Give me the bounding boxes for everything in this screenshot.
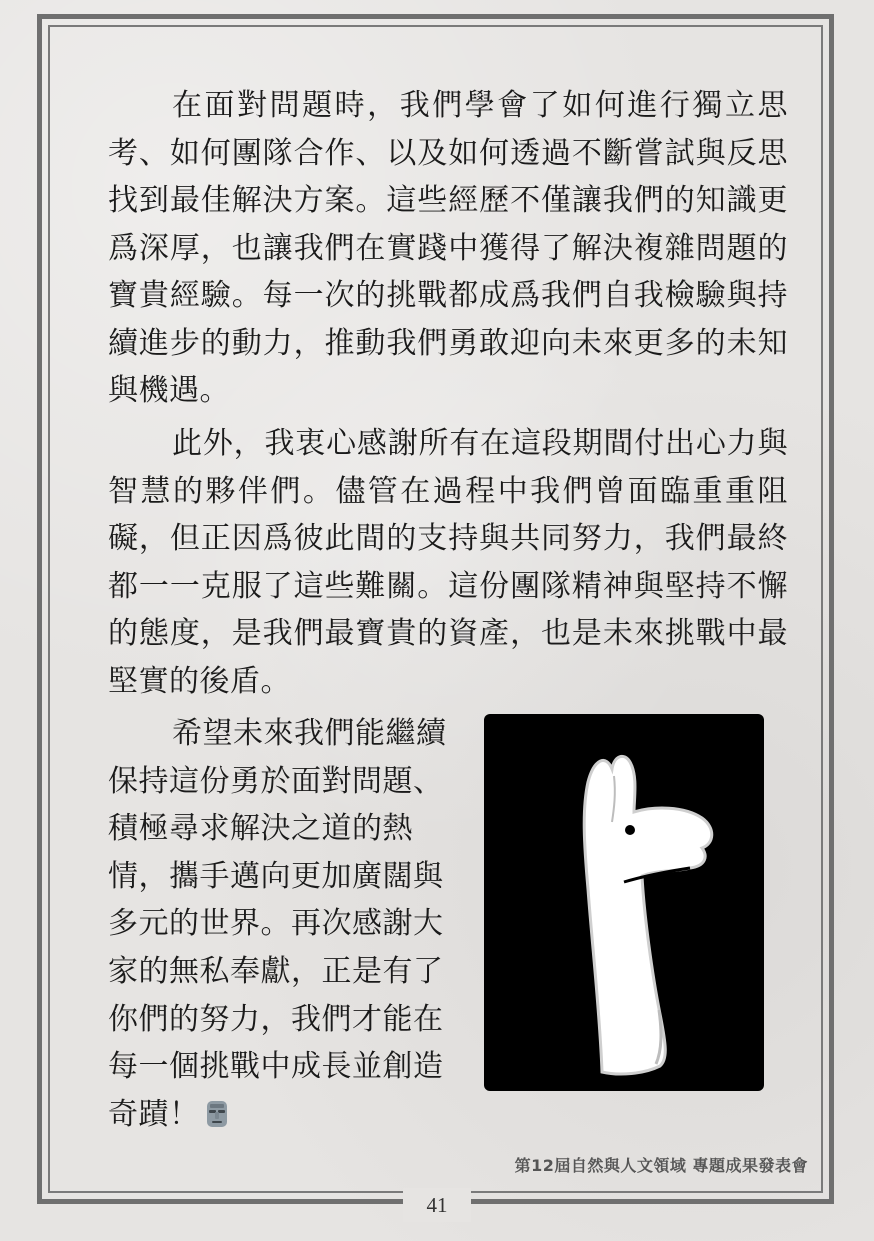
paragraph-1: 在面對問題時，我們學會了如何進行獨立思考、如何團隊合作、以及如何透過不斷嘗試與反思找到最佳解決方案。這些經歷不僅讓我們的知識更爲深厚，也讓我們在實踐中獲得了解決複雜問題的寶貴經驗。每一次的挑戰都成爲我們自我檢驗與持續進步的動力，推動我們勇敢迎向未來更多的未知與機遇。 <box>108 88 788 408</box>
page-number-box <box>403 1188 471 1222</box>
white-llama-drawing <box>484 714 764 1091</box>
paragraph-3-text: 希望未來我們能繼續保持這份勇於面對問題、積極尋求解決之道的熱情，攜手邁向更加廣闊與多元的世界。再次感謝大家的無私奉獻，正是有了你們的努力，我們才能在每一個挑戰中成長並創造奇蹟！ <box>108 716 447 1132</box>
page-number: 41 <box>426 1193 448 1217</box>
event-footer: 第12屆自然與人文領域 專題成果發表會 <box>514 1156 808 1175</box>
paragraph-2: 此外，我衷心感謝所有在這段期間付出心力與智慧的夥伴們。儘管在過程中我們曾面臨重重阻礙，但正因爲彼此間的支持與共同努力，我們最終都一一克服了這些難關。這份團隊精神與堅持不懈的態度，是我們最寶貴的資產，也是未來挑戰中最堅實的後盾。 <box>108 426 788 699</box>
moai-icon <box>204 1100 230 1128</box>
paragraph-3 <box>108 710 453 1138</box>
llama-illustration <box>484 714 764 1091</box>
